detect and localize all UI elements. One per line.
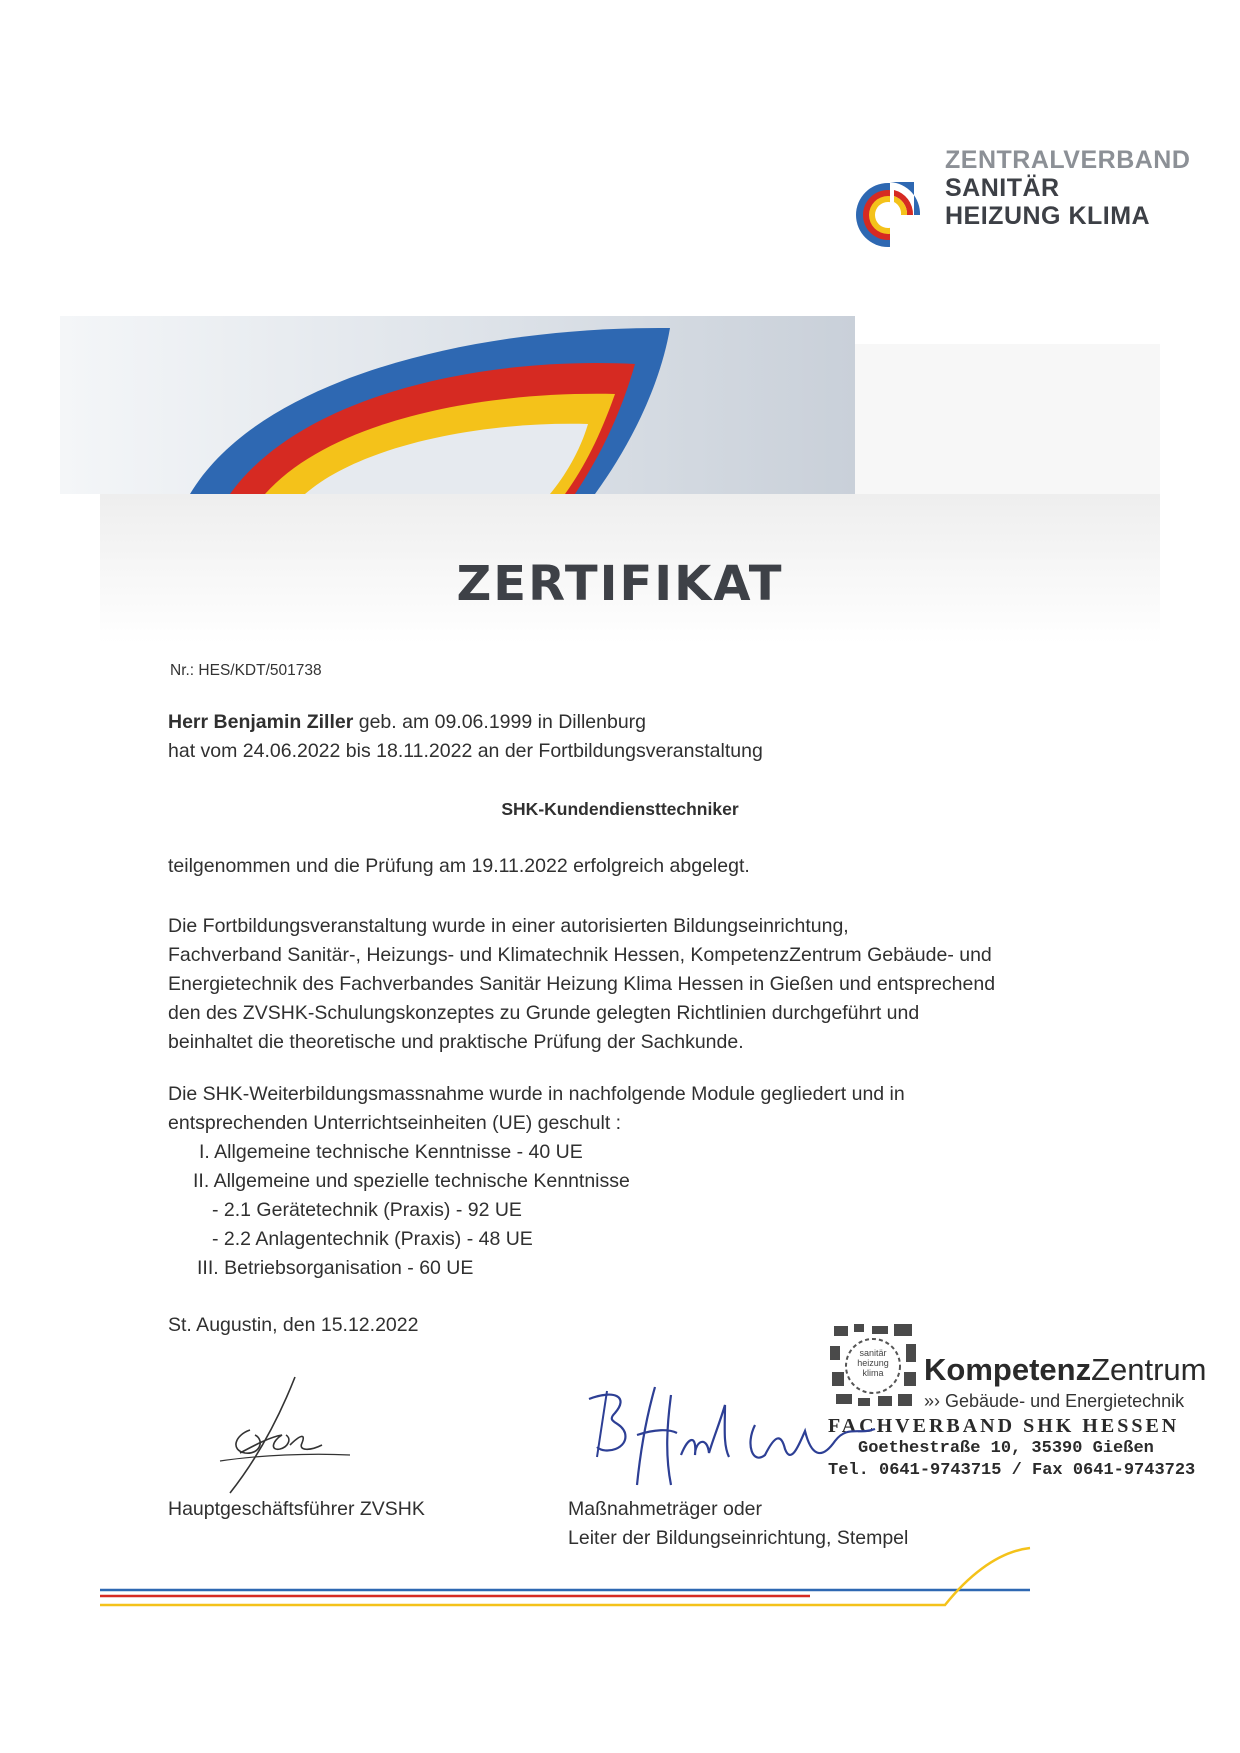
module-item-2: II. Allgemeine und spezielle technische Kenntnisse	[193, 1170, 630, 1192]
recipient-birth: geb. am 09.06.1999 in Dillenburg	[353, 711, 647, 733]
logo-line-3: HEIZUNG KLIMA	[945, 202, 1151, 230]
recipient-name: Herr Benjamin Ziller	[168, 711, 354, 733]
accreditation-paragraph	[168, 912, 995, 1057]
caption-line: Leiter der Bildungseinrichtung, Stempel	[568, 1527, 909, 1549]
caption-line: Maßnahmeträger oder	[568, 1498, 763, 1520]
paragraph-line: Fachverband Sanitär-, Heizungs- und Klimatechnik Hessen, KompetenzZentrum Gebäude- und	[168, 944, 992, 966]
recipient-period: hat vom 24.06.2022 bis 18.11.2022 an der Fortbildungsveranstaltung	[168, 740, 763, 762]
result-line: teilgenommen und die Prüfung am 19.11.2022 erfolgreich abgelegt.	[168, 855, 750, 877]
certificate-title: ZERTIFIKAT	[456, 556, 784, 612]
paragraph-line: Energietechnik des Fachverbandes Sanitär Heizung Klima Hessen in Gießen und entsprechend	[168, 973, 996, 995]
seal-text	[828, 1348, 918, 1378]
zvshk-logo	[850, 140, 1190, 260]
certificate-number: Nr.: HES/KDT/501738	[170, 662, 322, 679]
signature-left-caption: Hauptgeschäftsführer ZVSHK	[168, 1498, 425, 1520]
recipient-block	[168, 708, 763, 766]
stamp-phone: Tel. 0641-9743715 / Fax 0641-9743723	[828, 1461, 1196, 1480]
seal-text-line: heizung	[857, 1358, 889, 1368]
modules-intro-line: entsprechenden Unterrichtseinheiten (UE) geschult :	[168, 1112, 622, 1134]
logo-line-2: SANITÄR	[945, 174, 1060, 202]
module-item-2-1: - 2.1 Gerätetechnik (Praxis) - 92 UE	[212, 1199, 522, 1221]
stamp-kompetenz-rest: Zentrum	[1091, 1352, 1207, 1387]
paragraph-line: den des ZVSHK-Schulungskonzeptes zu Grunde gelegten Richtlinien durchgeführt und	[168, 1002, 920, 1024]
seal-text-line: klima	[862, 1368, 884, 1378]
seal-text-line: sanitär	[859, 1348, 887, 1358]
stamp-kompetenzzentrum	[924, 1352, 1207, 1388]
footer-stripes	[0, 1520, 1240, 1620]
paragraph-line: Die Fortbildungsveranstaltung wurde in einer autorisierten Bildungseinrichtung,	[168, 915, 849, 937]
signature-left	[210, 1375, 360, 1495]
course-name: SHK-Kundendiensttechniker	[501, 799, 739, 819]
logo-line-1: ZENTRALVERBAND	[945, 146, 1191, 174]
module-item-1: I. Allgemeine technische Kenntnisse - 40 UE	[199, 1141, 583, 1163]
modules-intro	[168, 1080, 905, 1138]
stamp-address: Goethestraße 10, 35390 Gießen	[858, 1439, 1154, 1458]
place-date: St. Augustin, den 15.12.2022	[168, 1314, 419, 1336]
stamp-kompetenz-bold: Kompetenz	[924, 1352, 1092, 1387]
zvshk-rings-icon	[850, 172, 932, 254]
stamp-fachverband: FACHVERBAND SHK HESSEN	[828, 1415, 1180, 1437]
module-item-2-2: - 2.2 Anlagentechnik (Praxis) - 48 UE	[212, 1228, 533, 1250]
modules-intro-line: Die SHK-Weiterbildungsmassnahme wurde in nachfolgende Module gegliedert und in	[168, 1083, 905, 1105]
module-item-3: III. Betriebsorganisation - 60 UE	[197, 1257, 474, 1279]
paragraph-line: beinhaltet die theoretische und praktische Prüfung der Sachkunde.	[168, 1031, 744, 1053]
signature-right	[585, 1385, 885, 1495]
stamp-subtitle: »› Gebäude- und Energietechnik	[924, 1391, 1185, 1411]
